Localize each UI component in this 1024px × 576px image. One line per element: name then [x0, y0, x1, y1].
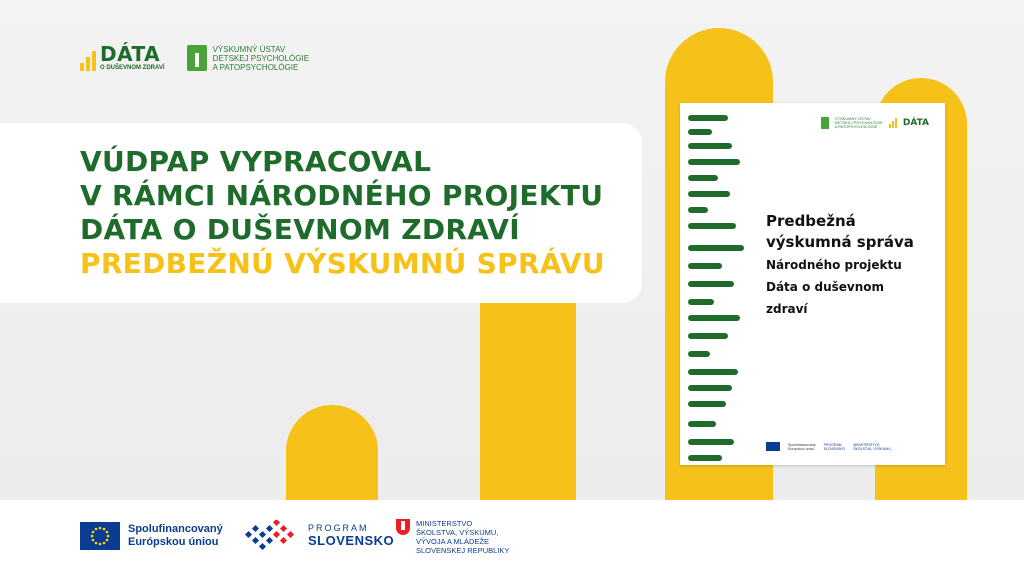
- cover-data-logo: DÁTA: [902, 118, 929, 128]
- cover-stripe: [688, 455, 722, 461]
- cover-stripe: [688, 245, 744, 251]
- headline-line-3: DÁTA O DUŠEVNOM ZDRAVÍ: [80, 213, 520, 246]
- headline-line-4: PREDBEŽNÚ VÝSKUMNÚ SPRÁVU: [80, 247, 605, 280]
- tree-icon: [821, 117, 829, 129]
- tree-icon: [187, 45, 207, 71]
- cover-stripe: [688, 439, 734, 445]
- cover-footer: Spolufinancovaný Európskou úniou PROGRAM SLOVENSKO MINISTERSTVO ŠKOLSTVA, VÝSKUMU,: [766, 442, 936, 451]
- bar-chart-icon: [889, 118, 897, 128]
- cover-stripe: [688, 299, 714, 305]
- cover-stripe: [688, 401, 726, 407]
- cover-institute-name: VÝSKUMNÝ ÚSTAV DETSKEJ PSYCHOLÓGIE A PATOPSYCHOLÓGIE: [834, 116, 883, 129]
- slovak-coat-of-arms-icon: [396, 519, 410, 535]
- cover-stripe: [688, 333, 728, 339]
- cover-stripe: [688, 175, 718, 181]
- cover-stripe: [688, 191, 730, 197]
- program-slovensko-icon: [244, 520, 302, 550]
- institute-name: VÝSKUMNÝ ÚSTAV DETSKEJ PSYCHOLÓGIE A PATOPSYCHOLÓGIE: [212, 44, 310, 72]
- data-logo: [80, 42, 165, 71]
- cover-subtitle-line-1: Národného projektu: [766, 258, 902, 272]
- cover-stripe: [688, 207, 708, 213]
- cover-stripe: [688, 281, 734, 287]
- cover-stripe: [688, 385, 732, 391]
- headline-line-1: VÚDPAP VYPRACOVAL: [80, 145, 432, 178]
- data-logo-subtitle: O DUŠEVNOM ZDRAVÍ: [100, 65, 165, 71]
- eu-flag-icon: [766, 442, 780, 451]
- yellow-pillar-center: [480, 300, 576, 510]
- headline-line-2: V RÁMCI NÁRODNÉHO PROJEKTU: [80, 179, 604, 212]
- cover-title-line-1: Predbežná: [766, 212, 856, 230]
- yellow-arch-small: [286, 405, 378, 510]
- institute-logo: [187, 45, 309, 72]
- cover-stripe: [688, 115, 728, 121]
- cover-stripe: [688, 263, 722, 269]
- cover-stripe: [688, 315, 740, 321]
- cover-logos: [821, 117, 929, 129]
- eu-logo: [80, 522, 223, 550]
- cover-stripe: [688, 129, 712, 135]
- cover-stripe: [688, 351, 710, 357]
- cover-stripe: [688, 223, 736, 229]
- top-logos: [80, 40, 309, 76]
- cover-title: [766, 211, 931, 319]
- cover-title-line-2: výskumná správa: [766, 233, 914, 251]
- cover-stripe: [688, 369, 738, 375]
- bar-chart-icon: [80, 47, 96, 71]
- ministry-logo: [396, 519, 509, 555]
- eu-cofinanced-text: Spolufinancovaný Európskou úniou: [128, 523, 223, 548]
- data-logo-word: DÁTA: [100, 42, 161, 66]
- report-cover: [680, 103, 945, 465]
- ministry-name: MINISTERSTVO ŠKOLSTVA, VÝSKUMU, VÝVOJA A MLÁDEŽE SLOVENSKEJ REPUBLIKY: [416, 519, 510, 555]
- cover-stripe: [688, 421, 716, 427]
- headline: [80, 145, 605, 281]
- program-slovensko-text: PROGRAM SLOVENSKO: [308, 522, 395, 548]
- cover-subtitle-line-2: Dáta o duševnom: [766, 280, 885, 294]
- cover-stripe: [688, 143, 732, 149]
- cover-stripe: [688, 159, 740, 165]
- program-slovensko-logo: [244, 520, 394, 550]
- eu-flag-icon: [80, 522, 120, 550]
- cover-subtitle-line-3: zdraví: [766, 302, 808, 316]
